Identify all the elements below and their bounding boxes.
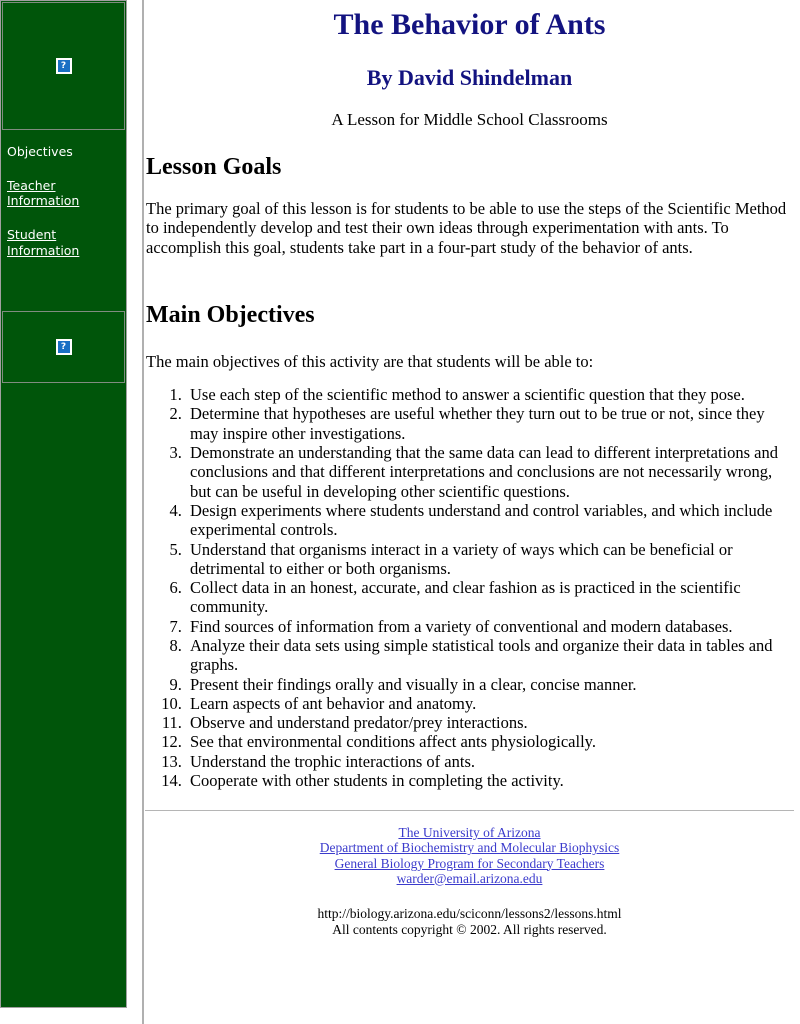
footer-divider [145, 810, 794, 811]
footer-link-university[interactable]: The University of Arizona [398, 825, 541, 841]
sidebar-spacer-lower [1, 383, 126, 1007]
list-item: 7. Find sources of information from a variety of conventional and modern databases. [186, 617, 794, 636]
sidebar-item-student-information[interactable]: Student Information [7, 226, 80, 258]
footer-note [145, 906, 794, 938]
list-item: 14. Cooperate with other students in completing the activity. [186, 771, 794, 790]
heading-main-objectives: Main Objectives [146, 302, 315, 329]
page-subtitle: A Lesson for Middle School Classrooms [331, 109, 608, 129]
sidebar-item-objectives: Objectives [7, 144, 73, 159]
content-cell [143, 0, 800, 1024]
content-inner [144, 8, 800, 938]
list-item: 6. Collect data in an honest, accurate, and clear fashion as is practiced in the scientific community. [186, 578, 794, 617]
list-item: 13. Understand the trophic interactions of ants. [186, 752, 794, 771]
footer-link-email[interactable]: warder@email.arizona.edu [396, 870, 543, 886]
footer-copyright: All contents copyright © 2002. All rights reserved. [332, 921, 607, 937]
page-title: The Behavior of Ants [333, 8, 606, 41]
list-item: 10. Learn aspects of ant behavior and anatomy. [186, 694, 794, 713]
sidebar-top-image-box[interactable] [2, 2, 125, 130]
sidebar-panel [0, 0, 127, 1008]
sidebar-spacer-upper [1, 276, 126, 310]
main-objectives-intro: The main objectives of this activity are that students will be able to: [146, 351, 594, 371]
list-item: 8. Analyze their data sets using simple statistical tools and organize their data in tables and graphs. [186, 636, 794, 675]
lesson-goals-body: The primary goal of this lesson is for students to be able to use the steps of the Scientific Method to independently develop and test their own ideas through experimentation with ants. To accomplish this goal, students take part in a four-part study of the behavior of ants. [146, 199, 787, 257]
heading-lesson-goals: Lesson Goals [146, 154, 282, 181]
list-item: 4. Design experiments where students understand and control variables, and which include experimental controls. [186, 501, 794, 540]
sidebar-nav [1, 130, 126, 276]
objectives-list [145, 385, 794, 790]
footer-links [145, 825, 794, 885]
list-item: 9. Present their findings orally and visually in a clear, concise manner. [186, 675, 794, 694]
footer-url: http://biology.arizona.edu/sciconn/lessons2/lessons.html [317, 905, 622, 921]
sidebar-mid-image-box[interactable] [2, 311, 125, 383]
list-item: 11. Observe and understand predator/prey interactions. [186, 713, 794, 732]
list-item: 12. See that environmental conditions affect ants physiologically. [186, 732, 794, 751]
broken-image-icon: ? [56, 58, 72, 74]
sidebar-item-teacher-information[interactable]: Teacher Information [7, 177, 80, 209]
list-item: 5. Understand that organisms interact in a variety of ways which can be beneficial or detrimental to either or both organisms. [186, 540, 794, 579]
footer-link-department[interactable]: Department of Biochemistry and Molecular Biophysics [319, 840, 620, 856]
footer-link-program[interactable]: General Biology Program for Secondary Teachers [334, 855, 605, 871]
list-item: 3. Demonstrate an understanding that the same data can lead to different interpretations and conclusions and that different interpretations and conclusions are not necessarily wrong, but can be useful in developing other scientific questions. [186, 443, 794, 501]
list-item: 2. Determine that hypotheses are useful whether they turn out to be true or not, since they may inspire other investigations. [186, 404, 794, 443]
sidebar-cell [0, 0, 143, 1024]
list-item: 1. Use each step of the scientific method to answer a scientific question that they pose. [186, 385, 794, 404]
author-byline: By David Shindelman [366, 64, 573, 90]
broken-image-icon: ? [56, 339, 72, 355]
